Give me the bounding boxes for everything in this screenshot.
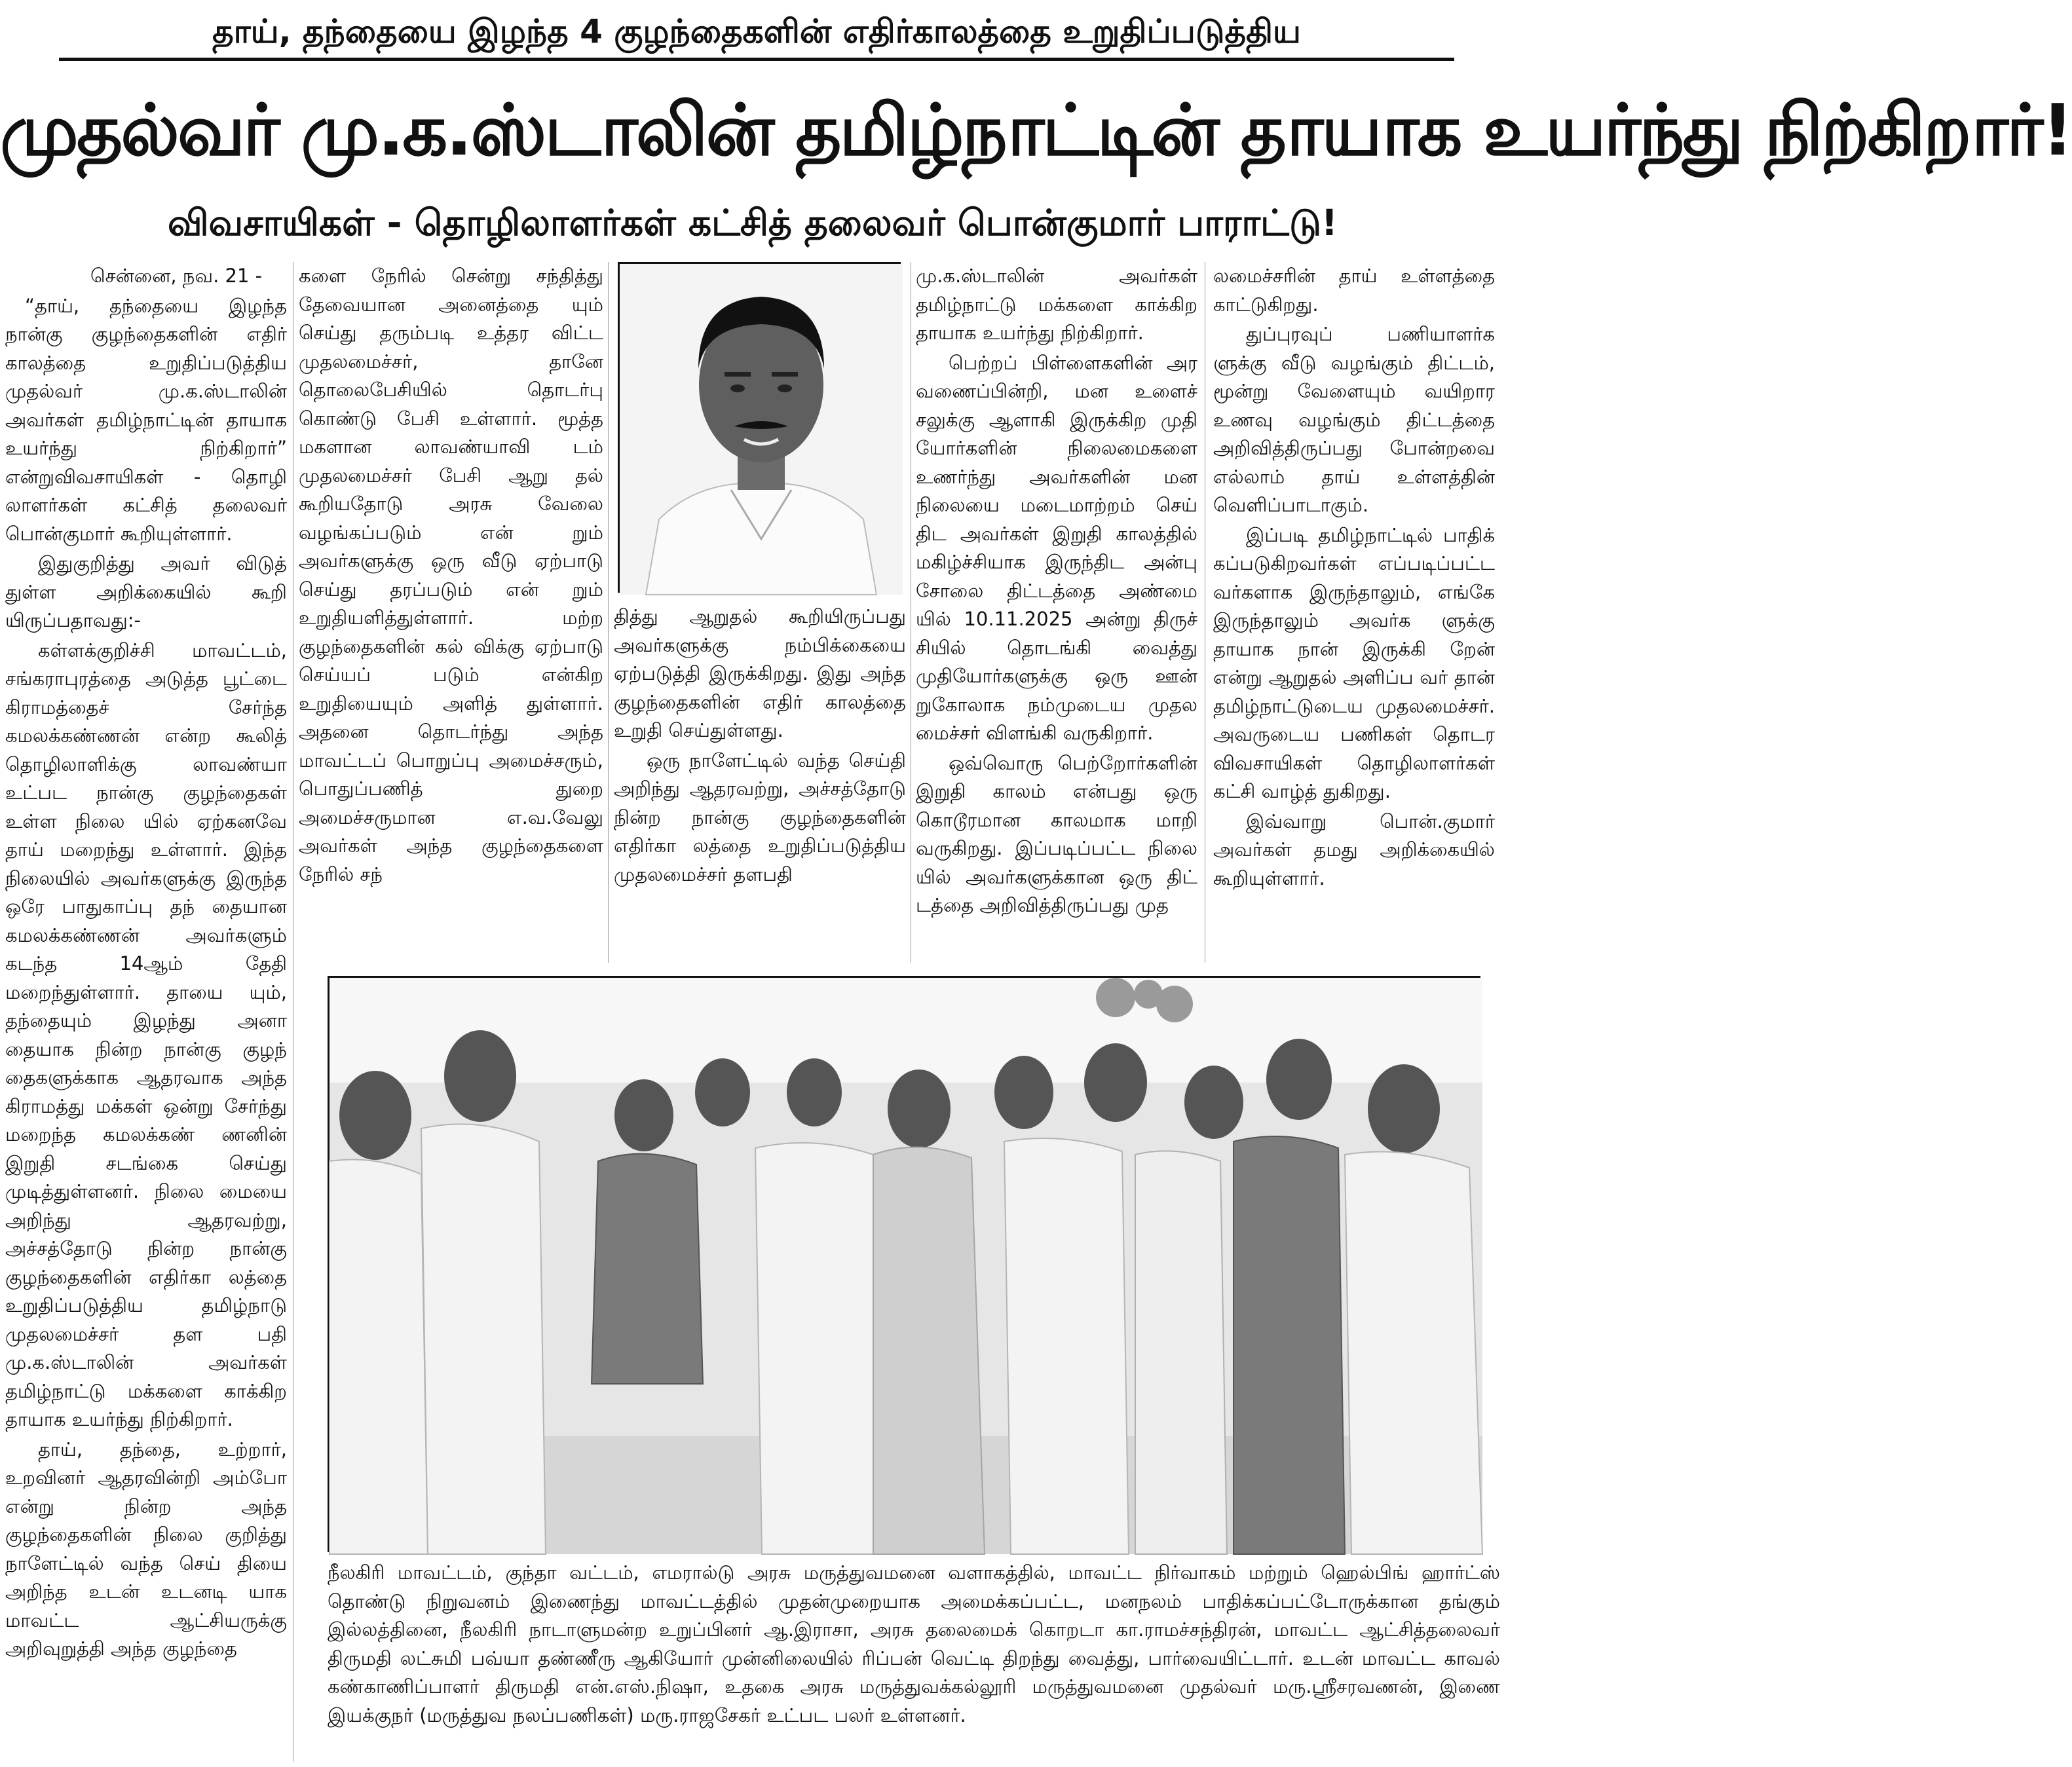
paragraph: லமைச்சரின் தாய் உள்ளத்தை காட்டுகிறது. xyxy=(1213,265,1495,316)
paragraph: இதுகுறித்து அவர் விடுத் துள்ள அறிக்கையில் கூறி யிருப்பதாவது:- xyxy=(5,552,287,631)
paragraph: துப்புரவுப் பணியாளர்க ளுக்கு வீடு வழங்கும் திட்டம், மூன்று வேளையும் வயிறார உணவு வழங்கும் திட்டத்தை அறிவித்திருப்பது போன்றவை எல்லாம் தாய் உள்ளத்தின் வெளிப்பாடாகும். xyxy=(1213,323,1495,516)
dateline: சென்னை, நவ. 21 - xyxy=(90,265,263,287)
paragraph: களை நேரில் சென்று சந்தித்து தேவையான அனைத்தை யும் செய்து தரும்படி உத்தர விட்ட முதலமைச்சர், தானே தொலைபேசியில் தொடர்பு கொண்டு பேசி உள்ளார். மூத்த மகளான லாவண்யாவி டம் முதலமைச்சர் பேசி ஆறு தல் கூறியதோடு அரசு வேலை வழங்கப்படும் என் றும் அவர்களுக்கு ஒரு வீடு ஏற்பாடு செய்து தரப்படும் என் றும் உறுதியளித்துள்ளார். மற்ற குழந்தைகளின் கல் விக்கு ஏற்பாடு செய்யப் படும் என்கிற உறுதியையும் அளித் துள்ளார். அதனை தொடர்ந்து அந்த மாவட்டப் பொறுப்பு அமைச்சரும், பொதுப்பணித் துறை அமைச்சருமான எ.வ.வேலு அவர்கள் அந்த குழந்தைகளை நேரில் சந் xyxy=(299,265,603,885)
subhead: விவசாயிகள் - தொழிலாளர்கள் கட்சித் தலைவர் பொன்குமார் பாராட்டு! xyxy=(167,202,1338,244)
column-rule xyxy=(608,262,609,963)
article-column-1 xyxy=(5,262,287,1762)
paragraph: கள்ளக்குறிச்சி மாவட்டம், சங்கராபுரத்தை அடுத்த பூட்டை கிராமத்தைச் சேர்ந்த கமலக்கண்ணன் என்ற கூலித் தொழிலாளிக்கு லாவண்யா உட்பட நான்கு குழந்தைகள் உள்ள நிலை யில் ஏற்கனவே தாய் மறைந்து உள்ளார். இந்த நிலையில் அவர்களுக்கு இருந்த ஒரே பாதுகாப்பு தந் தையான கமலக்கண்ணன் அவர்களும் கடந்த 14ஆம் தேதி மறைந்துள்ளார். தாயை யும், தந்தையும் இழந்து அனா தையாக நின்ற நான்கு குழந் தைகளுக்காக ஆதரவாக அந்த கிராமத்து மக்கள் ஒன்று சேர்ந்து மறைந்த கமலக்கண் ணனின் இறுதி சடங்கை செய்து முடித்துள்ளனர். நிலை மையை அறிந்து ஆதரவற்று, அச்சத்தோடு நின்ற நான்கு குழந்தைகளின் எதிர்கா லத்தை உறுதிப்படுத்திய தமிழ்நாடு முதலமைச்சர் தள பதி மு.க.ஸ்டாலின் அவர்கள் தமிழ்நாட்டு மக்களை காக்கிற தாயாக உயர்ந்து நிற்கிறார். xyxy=(5,639,287,1430)
caption-text: நீலகிரி மாவட்டம், குந்தா வட்டம், எமரால்டு அரசு மருத்துவமனை வளாகத்தில், மாவட்ட நிர்வாகம் மற்றும் ஹெல்பிங் ஹார்ட்ஸ் தொண்டு நிறுவனம் இணைந்து மாவட்டத்தில் முதன்முறையாக அமைக்கப்பட்ட, மனநலம் பாதிக்கப்பட்டோருக்கான தங்கும் இல்லத்தினை, நீலகிரி நாடாளுமன்ற உறுப்பினர் ஆ.இராசா, அரசு தலைமைக் கொறடா கா.ராமச்சந்திரன், மாவட்ட ஆட்சித்தலைவர் திருமதி லட்சுமி பவ்யா தண்ணீரு ஆகியோர் முன்னிலையில் ரிப்பன் வெட்டி திறந்து வைத்து, பார்வையிட்டார். உடன் மாவட்ட காவல் கண்காணிப்பாளர் திருமதி என்.எஸ்.நிஷா, உதகை அரசு மருத்துவக்கல்லூரி மருத்துவமனை முதல்வர் மரு.ஸ்ரீசரவணன், இணை இயக்குநர் (மருத்துவ நலப்பணிகள்) மரு.ராஜசேகர் உட்பட பலர் உள்ளனர். xyxy=(328,1561,1500,1726)
paragraph: இவ்வாறு பொன்.குமார் அவர்கள் தமது அறிக்கையில் கூறியுள்ளார். xyxy=(1213,809,1495,889)
article-column-4 xyxy=(916,262,1197,963)
portrait-illustration xyxy=(620,264,903,595)
portrait-photo xyxy=(618,262,901,593)
paragraph: “தாய், தந்தையை இழந்த நான்கு குழந்தைகளின் எதிர் காலத்தை உறுதிப்படுத்திய முதல்வர் மு.க.ஸ்டாலின் அவர்கள் தமிழ்நாட்டின் தாயாக உயர்ந்து நிற்கிறார்” என்றுவிவசாயிகள் - தொழி லாளர்கள் கட்சித் தலைவர் பொன்குமார் கூறியுள்ளார். xyxy=(5,294,287,545)
headline: முதல்வர் மு.க.ஸ்டாலின் தமிழ்நாட்டின் தாயாக உயர்ந்து நிற்கிறார்! xyxy=(0,90,2072,172)
paragraph: தித்து ஆறுதல் கூறியிருப்பது அவர்களுக்கு நம்பிக்கையை ஏற்படுத்தி இருக்கிறது. இது அந்த குழந்தைகளின் எதிர் காலத்தை உறுதி செய்துள்ளது. xyxy=(614,605,906,741)
article-column-5 xyxy=(1213,262,1495,963)
paragraph: ஒவ்வொரு பெற்றோர்களின் இறுதி காலம் என்பது ஒரு கொடூரமான காலமாக மாறி வருகிறது. இப்படிப்பட்ட நிலை யில் அவர்களுக்கான ஒரு திட் டத்தை அறிவித்திருப்பது முத xyxy=(916,751,1197,916)
photo-caption xyxy=(328,1559,1500,1762)
paragraph: இப்படி தமிழ்நாட்டில் பாதிக் கப்படுகிறவர்கள் எப்படிப்பட்ட வர்களாக இருந்தாலும், எங்கே இருந்தாலும் அவர்க ளுக்கு தாயாக நான் இருக்கி றேன் என்று ஆறுதல் அளிப்ப வர் தான் தமிழ்நாட்டுடைய முதலமைச்சர். அவருடைய பணிகள் தொடர விவசாயிகள் தொழிலாளர்கள் கட்சி வாழ்த் துகிறது. xyxy=(1213,523,1495,802)
paragraph: ஒரு நாளேட்டில் வந்த செய்தி அறிந்து ஆதரவற்று, அச்சத்தோடு நின்ற நான்கு குழந்தைகளின் எதிர்கா லத்தை உறுதிப்படுத்திய முதலமைச்சர் தளபதி xyxy=(614,749,906,885)
paragraph: பெற்றப் பிள்ளைகளின் அர வணைப்பின்றி, மன உளைச் சலுக்கு ஆளாகி இருக்கிற முதி யோர்களின் நிலைமைகளை உணர்ந்து அவர்களின் மன நிலையை மடைமாற்றம் செய் திட அவர்கள் இறுதி காலத்தில் மகிழ்ச்சியாக இருந்திட அன்பு சோலை திட்டத்தை அண்மை யில் 10.11.2025 அன்று திருச் சியில் தொடங்கி வைத்து முதியோர்களுக்கு ஒரு ஊன் றுகோலாக நம்முடைய முதல மைச்சர் விளங்கி வருகிறார். xyxy=(916,351,1197,744)
paragraph: மு.க.ஸ்டாலின் அவர்கள் தமிழ்நாட்டு மக்களை காக்கிற தாயாக உயர்ந்து நிற்கிறார். xyxy=(916,265,1197,344)
paragraph: தாய், தந்தை, உற்றார், உறவினர் ஆதரவின்றி அம்போ என்று நின்ற அந்த குழந்தைகளின் நிலை குறித்து நாளேட்டில் வந்த செய் தியை அறிந்த உடன் உடனடி யாக மாவட்ட ஆட்சியருக்கு அறிவுறுத்தி அந்த குழந்தை xyxy=(5,1438,287,1660)
group-photo-illustration xyxy=(330,978,1482,1554)
kicker: தாய், தந்தையை இழந்த 4 குழந்தைகளின் எதிர்காலத்தை உறுதிப்படுத்திய xyxy=(59,5,1454,61)
article-column-2 xyxy=(299,262,603,963)
article-column-3 xyxy=(614,603,906,963)
group-photo xyxy=(328,976,1480,1552)
